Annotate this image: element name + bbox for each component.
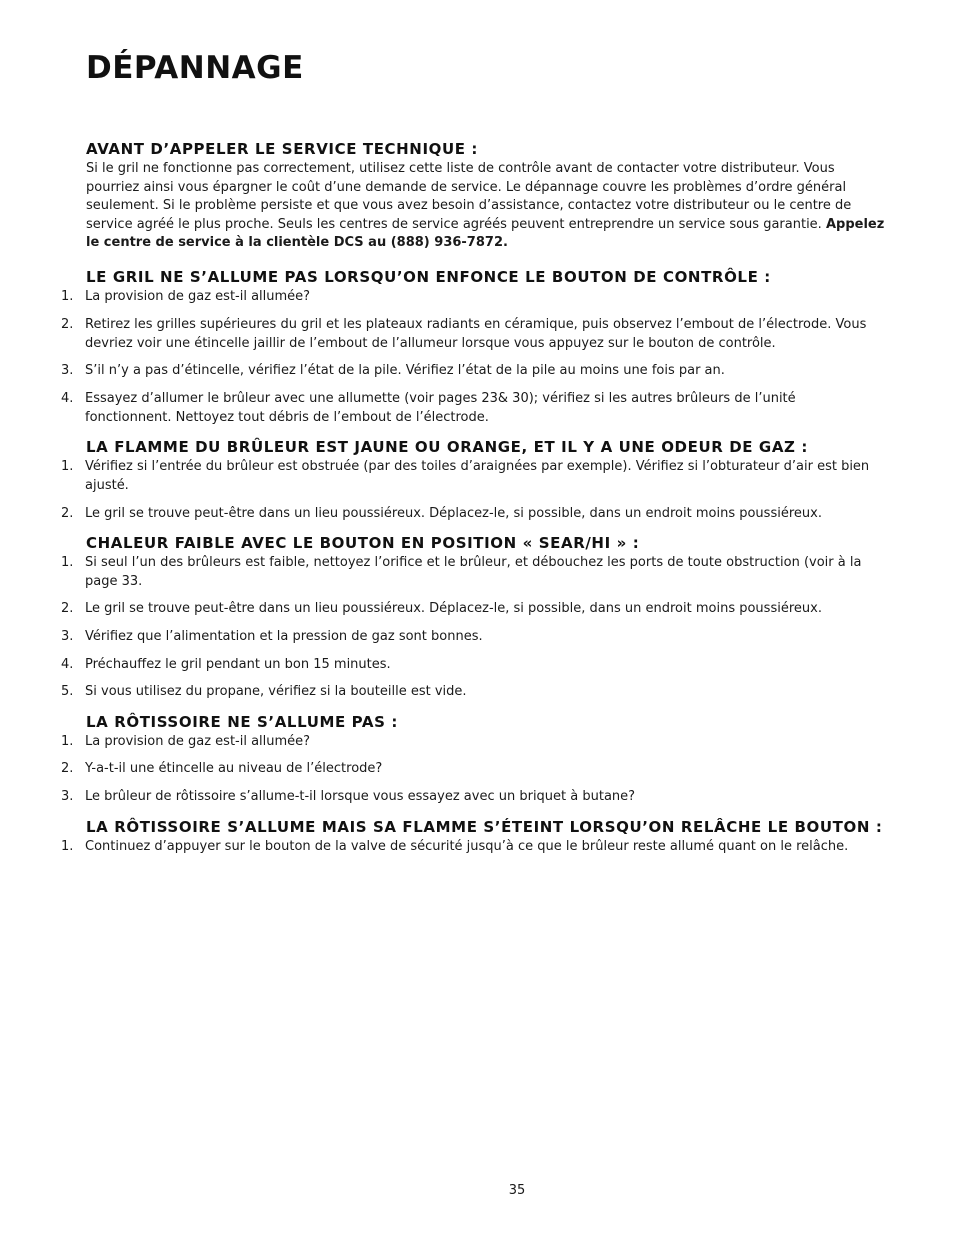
list-item-number: 2.	[61, 761, 74, 776]
section-heading-before-calling-service: AVANT D’APPELER LE SERVICE TECHNIQUE :	[86, 140, 479, 158]
list-item-number: 2.	[61, 506, 74, 521]
list-item-text: Si vous utilisez du propane, vérifiez si la bouteille est vide.	[85, 684, 467, 699]
page-number: 35	[508, 1183, 526, 1198]
list-item-number: 1.	[61, 555, 74, 570]
list-item-text: Vérifiez que l’alimentation et la pression de gaz sont bonnes.	[85, 629, 483, 644]
section-heading-rotisserie-flame-goes-out: LA RÔTISSOIRE S’ALLUME MAIS SA FLAMME S’ÉTEINT LORSQU’ON RELÂCHE LE BOUTON :	[86, 818, 883, 836]
list-item-text: Le gril se trouve peut-être dans un lieu poussiéreux. Déplacez-le, si possible, dans un endroit moins poussiéreux.	[85, 506, 822, 521]
page-title: DÉPANNAGE	[86, 50, 304, 86]
list-item-text: Le gril se trouve peut-être dans un lieu poussiéreux. Déplacez-le, si possible, dans un endroit moins poussiéreux.	[85, 601, 822, 616]
list-item-text: S’il n’y a pas d’étincelle, vérifiez l’état de la pile. Vérifiez l’état de la pile au moins une fois par an.	[85, 363, 725, 378]
list-item-text: Y-a-t-il une étincelle au niveau de l’électrode?	[85, 761, 383, 776]
list-item-text: Le brûleur de rôtissoire s’allume-t-il lorsque vous essayez avec un briquet à butane?	[85, 789, 636, 804]
list-item-text: La provision de gaz est-il allumée?	[85, 289, 311, 304]
list-item-text: La provision de gaz est-il allumée?	[85, 734, 311, 749]
list-item-number: 1.	[61, 734, 74, 749]
list-item-text: Essayez d’allumer le brûleur avec une allumette (voir pages 23& 30); vérifiez si les autres brûleurs de l’unité fonctionnent. Nettoyez tout débris de l’embout de l’électrode.	[85, 391, 796, 425]
intro-paragraph	[86, 160, 886, 253]
list-item-number: 1.	[61, 839, 74, 854]
section-heading-grill-not-lighting: LE GRIL NE S’ALLUME PAS LORSQU’ON ENFONCE LE BOUTON DE CONTRÔLE :	[86, 268, 771, 286]
list-item-text: Retirez les grilles supérieures du gril et les plateaux radiants en céramique, puis observez l’embout de l’électrode. Vous devriez voir une étincelle jaillir de l’embout de l’allumeur lorsque vous appuyez sur le bouton de contrôle.	[85, 317, 867, 351]
list-item-number: 4.	[61, 657, 74, 672]
list-item-text: Vérifiez si l’entrée du brûleur est obstruée (par des toiles d’araignées par exemple). Vérifiez si l’obturateur d’air est bien ajusté.	[85, 459, 870, 493]
intro-text: Si le gril ne fonctionne pas correctement, utilisez cette liste de contrôle avant de contacter votre distributeur. Vous pourriez ainsi vous épargner le coût d’une demande de service. Le dépannage couvre les problèmes d’ordre général seulement. Si le problème persiste et que vous avez besoin d’assistance, contactez votre distributeur ou le centre de service agréé le plus proche. Seuls les centres de service agréés peuvent entreprendre un service sous garantie.	[86, 161, 852, 232]
section-heading-low-heat: CHALEUR FAIBLE AVEC LE BOUTON EN POSITION « SEAR/HI » :	[86, 534, 640, 552]
list-item-number: 3.	[61, 363, 74, 378]
list-item-text: Continuez d’appuyer sur le bouton de la valve de sécurité jusqu’à ce que le brûleur reste allumé quant on le relâche.	[85, 839, 849, 854]
list-item-number: 3.	[61, 629, 74, 644]
service-phone-notice: Appelez le centre de service à la clientèle DCS au (888) 936-7872.	[86, 216, 885, 250]
list-item-number: 4.	[61, 391, 74, 406]
list-item-number: 1.	[61, 289, 74, 304]
list-item-number: 1.	[61, 459, 74, 474]
list-item-number: 2.	[61, 317, 74, 332]
section-heading-yellow-flame: LA FLAMME DU BRÛLEUR EST JAUNE OU ORANGE, ET IL Y A UNE ODEUR DE GAZ :	[86, 438, 808, 456]
list-item-text: Préchauffez le gril pendant un bon 15 minutes.	[85, 657, 391, 672]
section-heading-rotisserie-not-lighting: LA RÔTISSOIRE NE S’ALLUME PAS :	[86, 713, 398, 731]
list-item-number: 3.	[61, 789, 74, 804]
list-item-text: Si seul l’un des brûleurs est faible, nettoyez l’orifice et le brûleur, et débouchez les ports de toute obstruction (voir à la page 33.	[85, 555, 862, 589]
list-item-number: 2.	[61, 601, 74, 616]
list-item-number: 5.	[61, 684, 74, 699]
